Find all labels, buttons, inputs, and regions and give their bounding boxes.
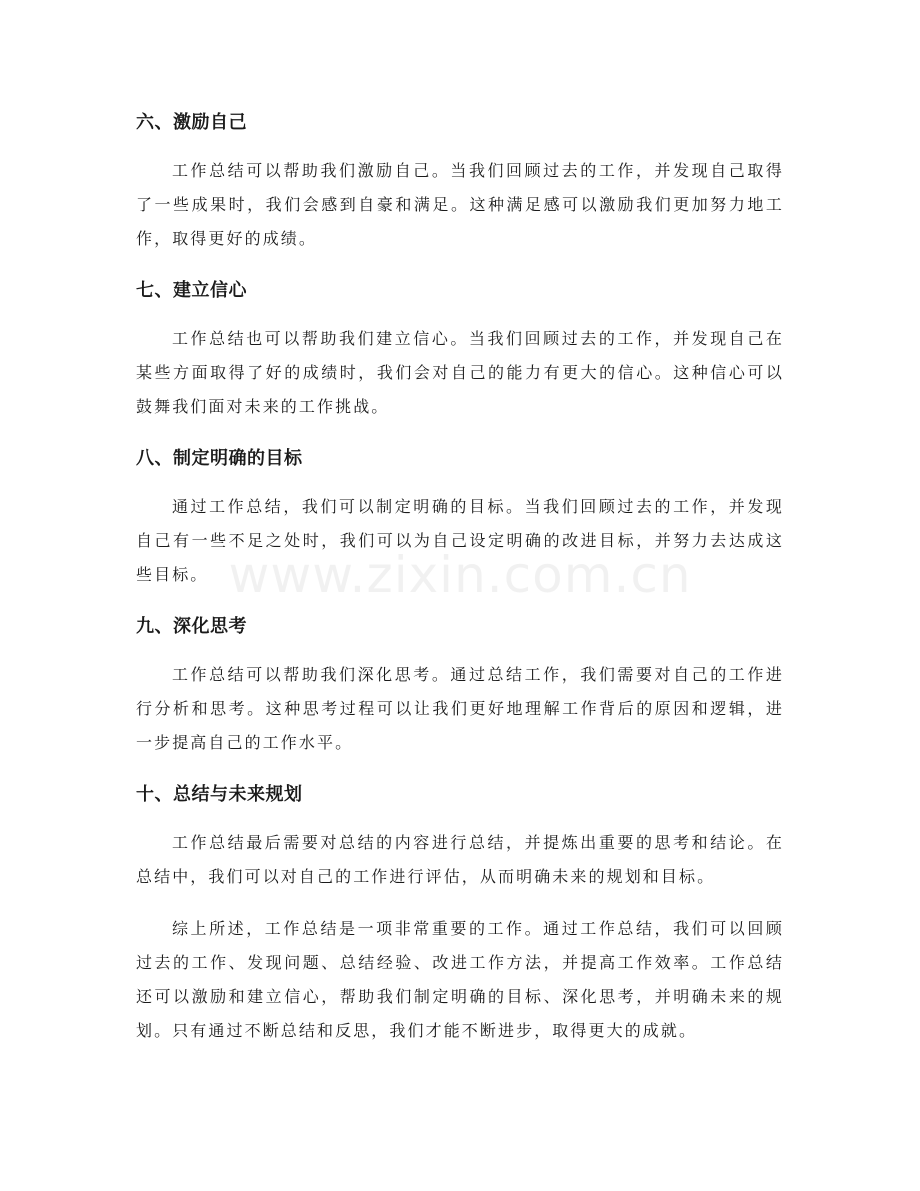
watermark-text: www.zixin.com.cn [228, 546, 692, 604]
section-heading: 七、建立信心 [136, 280, 247, 301]
section-9 [136, 610, 784, 760]
section-8 [136, 442, 784, 592]
section-paragraph: 工作总结可以帮助我们激励自己。当我们回顾过去的工作，并发现自己取得了一些成果时，我们会感到自豪和满足。这种满足感可以激励我们更加努力地工作，取得更好的成绩。 [136, 161, 784, 248]
section-10 [136, 778, 784, 1048]
section-paragraph: 工作总结最后需要对总结的内容进行总结，并提炼出重要的思考和结论。在总结中，我们可以对自己的工作进行评估，从而明确未来的规划和目标。 [136, 833, 784, 886]
section-heading: 六、激励自己 [136, 112, 247, 133]
section-6 [136, 106, 784, 256]
conclusion-paragraph: 综上所述，工作总结是一项非常重要的工作。通过工作总结，我们可以回顾过去的工作、发现问题、总结经验、改进工作方法，并提高工作效率。工作总结还可以激励和建立信心，帮助我们制定明确的目标、深化思考，并明确未来的规划。只有通过不断总结和反思，我们才能不断进步，取得更大的成就。 [136, 919, 784, 1040]
section-heading: 八、制定明确的目标 [136, 448, 303, 469]
section-paragraph: 工作总结可以帮助我们深化思考。通过总结工作，我们需要对自己的工作进行分析和思考。这种思考过程可以让我们更好地理解工作背后的原因和逻辑，进一步提高自己的工作水平。 [136, 665, 784, 752]
section-paragraph: 通过工作总结，我们可以制定明确的目标。当我们回顾过去的工作，并发现自己有一些不足之处时，我们可以为自己设定明确的改进目标，并努力去达成这些目标。 [136, 497, 784, 584]
section-paragraph: 工作总结也可以帮助我们建立信心。当我们回顾过去的工作，并发现自己在某些方面取得了好的成绩时，我们会对自己的能力有更大的信心。这种信心可以鼓舞我们面对未来的工作挑战。 [136, 329, 784, 416]
document-body [136, 106, 784, 1066]
section-heading: 十、总结与未来规划 [136, 784, 303, 805]
section-7 [136, 274, 784, 424]
section-heading: 九、深化思考 [136, 616, 247, 637]
